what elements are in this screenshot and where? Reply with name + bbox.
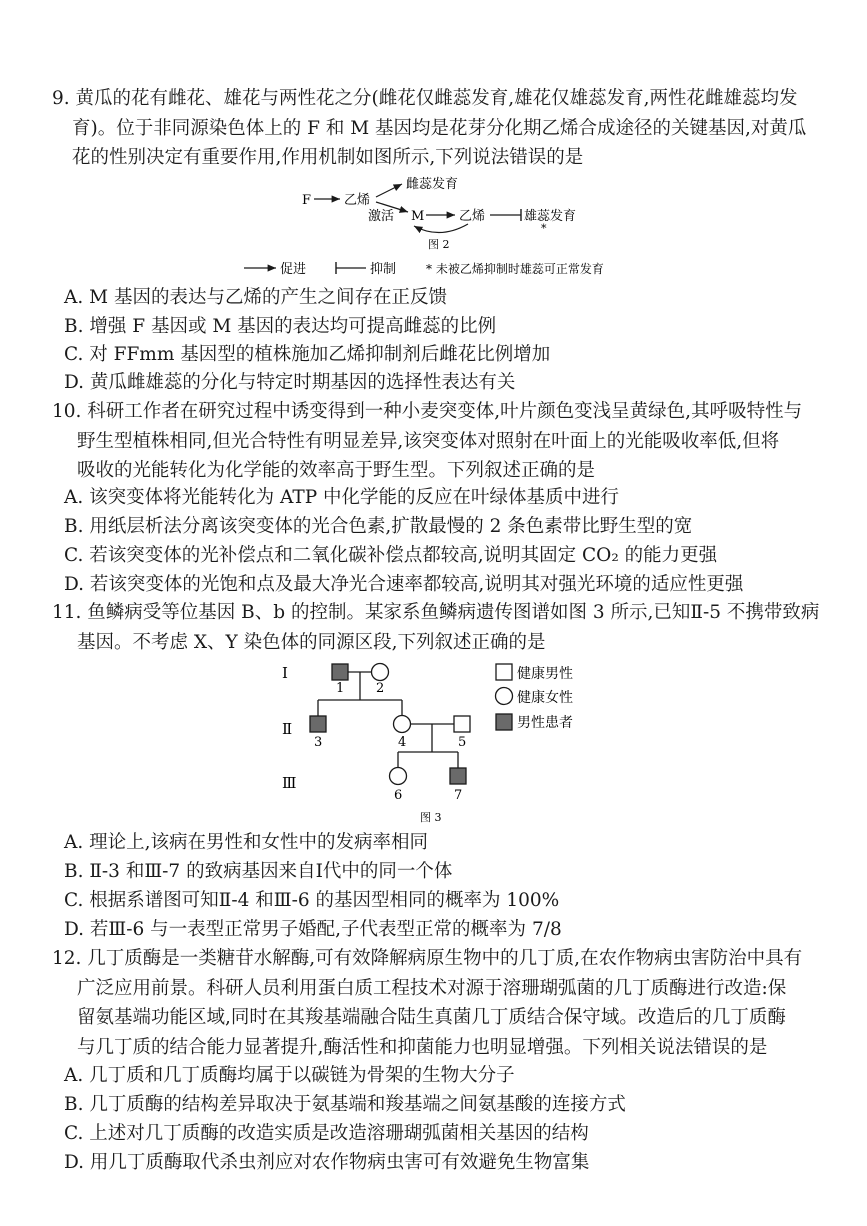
option-c: C. 对 FFmm 基因型的植株施加乙烯抑制剂后雌花比例增加 (64, 344, 551, 365)
individual-number: 5 (458, 735, 467, 750)
question-11-stem (52, 598, 832, 657)
stem-line: 花的性别决定有重要作用,作用机制如图所示,下列说法错误的是 (72, 147, 584, 168)
option-c: C. 上述对几丁质酶的改造实质是改造溶珊瑚弧菌相关基因的结构 (64, 1123, 589, 1144)
legend-healthy-male-label: 健康男性 (517, 666, 573, 682)
legend-healthy-female-symbol (496, 688, 513, 705)
option-d: D. 若该突变体的光饱和点及最大净光合速率都较高,说明其对强光环境的适应性更强 (64, 574, 744, 595)
option-b: B. 增强 F 基因或 M 基因的表达均可提高雌蕊的比例 (64, 316, 497, 337)
legend-healthy-male-symbol (496, 664, 512, 680)
generation-label: Ⅱ (282, 720, 293, 738)
individual-number: 2 (376, 681, 385, 696)
option-c: C. 根据系谱图可知Ⅱ-4 和Ⅲ-6 的基因型相同的概率为 100% (64, 890, 560, 911)
activate-label: 激活 (368, 209, 395, 224)
individual-number: 7 (454, 788, 463, 803)
gene-m-label: M (411, 209, 425, 224)
stem-line: 11. 鱼鳞病受等位基因 B、b 的控制。某家系鱼鳞病遗传图谱如图 3 所示,已知Ⅱ-5 不携带致病 (52, 602, 820, 623)
stamen-development-label: 雄蕊发育 (524, 209, 577, 224)
healthy-female-symbol (394, 716, 411, 733)
option-a: A. M 基因的表达与乙烯的产生之间存在正反馈 (64, 287, 447, 308)
figure-caption: 图 3 (420, 811, 442, 824)
legend-affected-male-label: 男性患者 (517, 715, 573, 731)
affected-male-symbol (332, 664, 348, 680)
diagram-legend (240, 256, 660, 280)
healthy-female-symbol (372, 664, 389, 681)
option-b: B. 几丁质酶的结构差异取决于氨基端和羧基端之间氨基酸的连接方式 (64, 1094, 626, 1115)
promote-legend-label: 促进 (280, 262, 307, 277)
question-9-stem (52, 84, 832, 173)
option-b: B. 用纸层析法分离该突变体的光合色素,扩散最慢的 2 条色素带比野生型的宽 (64, 516, 693, 537)
option-a: A. 该突变体将光能转化为 ATP 中化学能的反应在叶绿体基质中进行 (64, 487, 620, 508)
stem-line: 9. 黄瓜的花有雌花、雄花与两性花之分(雌花仅雌蕊发育,雄花仅雄蕊发育,两性花雌雄蕊均发 (52, 88, 798, 109)
stem-line: 育)。位于非同源染色体上的 F 和 M 基因均是花芽分化期乙烯合成途径的关键基因,对黄瓜 (72, 117, 807, 139)
generation-label: Ⅲ (282, 774, 297, 792)
stem-line: 广泛应用前景。科研人员利用蛋白质工程技术对源于溶珊瑚弧菌的几丁质酶进行改造:保 (77, 977, 787, 999)
option-b: B. Ⅱ-3 和Ⅲ-7 的致病基因来自Ⅰ代中的同一个体 (64, 861, 453, 882)
option-d: D. 用几丁质酶取代杀虫剂应对农作物病虫害可有效避免生物富集 (64, 1152, 590, 1173)
stem-line: 野生型植株相同,但光合特性有明显差异,该突变体对照射在叶面上的光能吸收率低,但将 (77, 430, 780, 452)
promote-arrow (376, 184, 402, 197)
stem-line: 12. 几丁质酶是一类糖苷水解酶,可有效降解病原生物中的几丁质,在农作物病虫害防治中具有 (52, 948, 803, 969)
option-a: A. 理论上,该病在男性和女性中的发病率相同 (64, 832, 429, 853)
footnote-legend: * 未被乙烯抑制时雄蕊可正常发育 (426, 262, 604, 276)
ethylene-label: 乙烯 (459, 209, 486, 224)
option-d: D. 若Ⅲ-6 与一表型正常男子婚配,子代表型正常的概率为 7/8 (64, 919, 562, 940)
stem-line: 留氨基端功能区域,同时在其羧基端融合陆生真菌几丁质结合保守域。改造后的几丁质酶 (77, 1007, 786, 1028)
affected-male-symbol (450, 768, 466, 784)
figure-caption: 图 2 (428, 238, 450, 251)
legend-healthy-female-label: 健康女性 (517, 690, 573, 706)
affected-male-symbol (310, 716, 326, 732)
footnote-star: * (541, 222, 547, 235)
individual-number: 3 (314, 735, 323, 750)
feedback-arrow (414, 224, 468, 233)
inhibit-legend-label: 抑制 (370, 262, 397, 277)
pedigree-chart (270, 656, 600, 826)
stem-line: 基因。不考虑 X、Y 染色体的同源区段,下列叙述正确的是 (77, 631, 546, 653)
individual-number: 4 (398, 735, 407, 750)
question-10-stem (52, 397, 832, 486)
option-a: A. 几丁质和几丁质酶均属于以碳链为骨架的生物大分子 (64, 1065, 515, 1086)
stem-line: 吸收的光能转化为化学能的效率高于野生型。下列叙述正确的是 (77, 460, 596, 481)
healthy-male-symbol (454, 716, 470, 732)
question-12-stem (52, 944, 832, 1062)
stem-line: 与几丁质的结合能力显著提升,酶活性和抑菌能力也明显增强。下列相关说法错误的是 (77, 1036, 768, 1058)
ethylene-label: 乙烯 (344, 193, 371, 208)
legend-affected-male-symbol (496, 714, 512, 730)
individual-number: 1 (336, 681, 345, 696)
option-c: C. 若该突变体的光补偿点和二氧化碳补偿点都较高,说明其固定 CO₂ 的能力更强 (64, 545, 718, 566)
pistil-development-label: 雌蕊发育 (406, 177, 459, 192)
gene-f-label: F (302, 193, 312, 208)
individual-number: 6 (394, 788, 403, 803)
generation-label: Ⅰ (282, 664, 288, 682)
option-d: D. 黄瓜雌雄蕊的分化与特定时期基因的选择性表达有关 (64, 372, 516, 393)
healthy-female-symbol (390, 768, 407, 785)
stem-line: 10. 科研工作者在研究过程中诱变得到一种小麦突变体,叶片颜色变浅呈黄绿色,其呼吸特性与 (52, 401, 803, 422)
